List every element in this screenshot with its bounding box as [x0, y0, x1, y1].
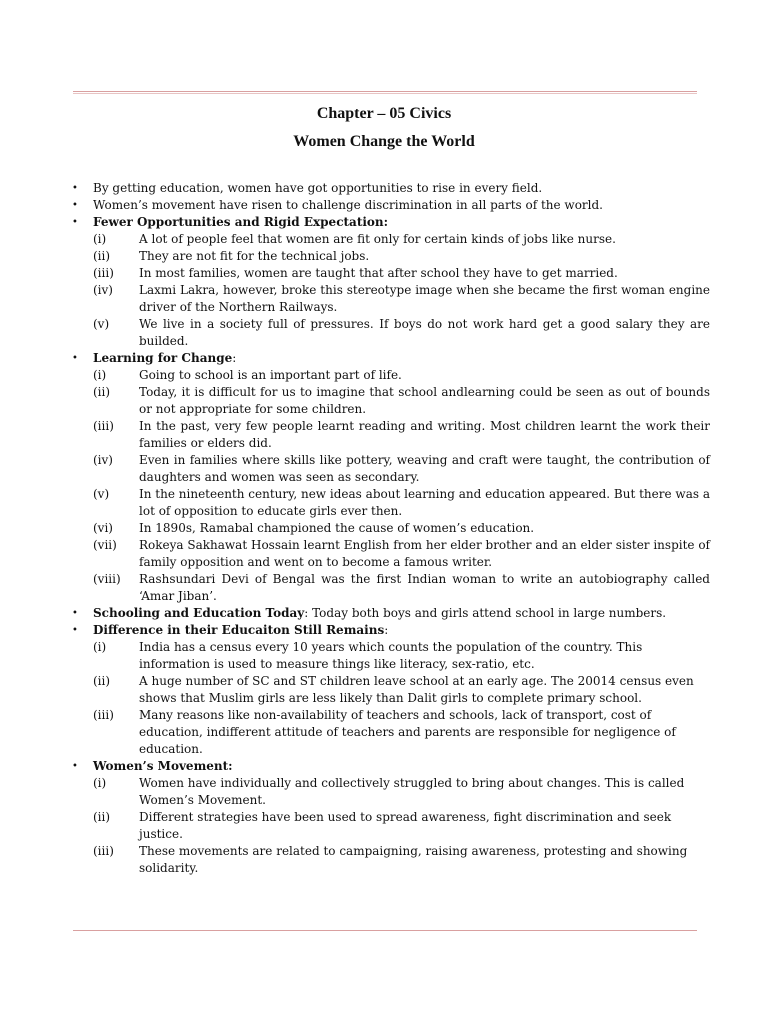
- item-text: A huge number of SC and ST children leave school at an early age. The 20014 census even shows that Muslim girls are less likely than Dalit girls to complete primary school.: [139, 674, 694, 705]
- item-number: (iii): [93, 844, 114, 858]
- section-heading: Learning for Change: [93, 351, 233, 365]
- list-item: [72, 316, 710, 350]
- bullet-icon: •: [72, 217, 78, 228]
- item-number: (vii): [93, 538, 117, 552]
- item-text: Different strategies have been used to spread awareness, fight discrimination and seek justice.: [139, 810, 672, 841]
- chapter-subtitle: Women Change the World: [293, 133, 475, 150]
- item-text: They are not fit for the technical jobs.: [139, 249, 370, 263]
- item-text: Today, it is difficult for us to imagine that school andlearning could be seen as out of bounds or not appropriate for some children.: [139, 385, 710, 416]
- footer-rule: [73, 930, 697, 931]
- item-number: (v): [93, 487, 110, 501]
- list-item: [72, 809, 710, 843]
- item-text: Rashsundari Devi of Bengal was the first Indian woman to write an autobiography called ‘Amar Jiban’.: [139, 572, 710, 603]
- bullet-icon: •: [72, 625, 78, 636]
- item-number: (iv): [93, 283, 113, 297]
- chapter-title: Chapter – 05 Civics: [316, 105, 452, 122]
- item-number: (i): [93, 776, 107, 790]
- section-heading: Women’s Movement:: [93, 759, 233, 773]
- header-rule: [73, 91, 697, 94]
- list-item: [72, 639, 710, 673]
- list-item: [72, 486, 710, 520]
- item-number: (vi): [93, 521, 113, 535]
- bullet-icon: •: [72, 353, 78, 364]
- bullet-text: : Today both boys and girls attend school in large numbers.: [304, 606, 667, 620]
- list-item: [72, 418, 710, 452]
- item-text: Even in families where skills like pottery, weaving and craft were taught, the contribution of daughters and women was seen as secondary.: [139, 453, 710, 484]
- list-item: [72, 384, 710, 418]
- item-text: A lot of people feel that women are fit only for certain kinds of jobs like nurse.: [139, 232, 616, 246]
- list-item: [72, 537, 710, 571]
- list-item: [72, 452, 710, 486]
- bullet-point: [72, 214, 710, 231]
- item-number: (iii): [93, 419, 114, 433]
- bullet-text: :: [232, 351, 237, 365]
- item-number: (ii): [93, 249, 111, 263]
- item-number: (viii): [93, 572, 121, 586]
- item-number: (v): [93, 317, 110, 331]
- list-item: [72, 265, 710, 282]
- item-number: (i): [93, 232, 107, 246]
- item-text: India has a census every 10 years which counts the population of the country. This information is used to measure things like literacy, sex-ratio, etc.: [139, 640, 643, 671]
- item-number: (iii): [93, 708, 114, 722]
- item-text: In the nineteenth century, new ideas about learning and education appeared. But there was a lot of opposition to educate girls ever then.: [139, 487, 710, 518]
- item-number: (i): [93, 368, 107, 382]
- bullet-point: [72, 605, 710, 622]
- item-text: Rokeya Sakhawat Hossain learnt English from her elder brother and an elder sister inspite of family opposition and went on to become a famous writer.: [139, 538, 710, 569]
- notes-body: [72, 180, 710, 877]
- item-text: Laxmi Lakra, however, broke this stereotype image when she became the first woman engine driver of the Northern Railways.: [139, 283, 710, 314]
- item-text: Going to school is an important part of life.: [139, 368, 402, 382]
- list-item: [72, 707, 710, 758]
- item-number: (i): [93, 640, 107, 654]
- bullet-point: [72, 197, 710, 214]
- list-item: [72, 282, 710, 316]
- item-text: In the past, very few people learnt reading and writing. Most children learnt the work their families or elders did.: [139, 419, 710, 450]
- bullet-icon: •: [72, 608, 78, 619]
- bullet-text: Women’s movement have risen to challenge discrimination in all parts of the world.: [93, 198, 603, 212]
- bullet-point: [72, 622, 710, 639]
- bullet-point: [72, 180, 710, 197]
- bullet-point: [72, 758, 710, 775]
- bullet-icon: •: [72, 200, 78, 211]
- list-item: [72, 843, 710, 877]
- list-item: [72, 571, 710, 605]
- section-heading: Schooling and Education Today: [93, 606, 305, 620]
- item-number: (ii): [93, 674, 111, 688]
- bullet-point: [72, 350, 710, 367]
- item-number: (ii): [93, 385, 111, 399]
- list-item: [72, 520, 710, 537]
- item-text: Women have individually and collectively struggled to bring about changes. This is called Women’s Movement.: [139, 776, 685, 807]
- item-text: In 1890s, Ramabal championed the cause of women’s education.: [139, 521, 535, 535]
- item-text: We live in a society full of pressures. If boys do not work hard get a good salary they are builded.: [139, 317, 710, 348]
- item-text: In most families, women are taught that after school they have to get married.: [139, 266, 618, 280]
- bullet-icon: •: [72, 183, 78, 194]
- bullet-icon: •: [72, 761, 78, 772]
- list-item: [72, 248, 710, 265]
- item-number: (iv): [93, 453, 113, 467]
- item-text: Many reasons like non-availability of teachers and schools, lack of transport, cost of education, indifferent attitude of teachers and parents are responsible for negligence of education.: [139, 708, 676, 756]
- item-text: These movements are related to campaigning, raising awareness, protesting and showing solidarity.: [139, 844, 688, 875]
- list-item: [72, 673, 710, 707]
- list-item: [72, 231, 710, 248]
- list-item: [72, 367, 710, 384]
- list-item: [72, 775, 710, 809]
- item-number: (ii): [93, 810, 111, 824]
- bullet-text: :: [384, 623, 389, 637]
- section-heading: Difference in their Educaiton Still Remains: [93, 623, 385, 637]
- section-heading: Fewer Opportunities and Rigid Expectation:: [93, 215, 389, 229]
- item-number: (iii): [93, 266, 114, 280]
- bullet-text: By getting education, women have got opportunities to rise in every field.: [93, 181, 543, 195]
